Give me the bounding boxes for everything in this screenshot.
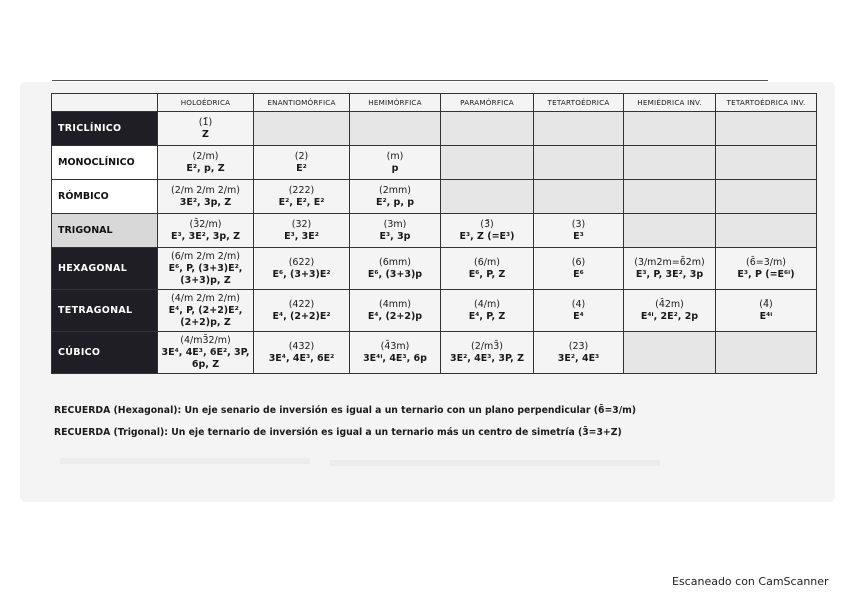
empty-cell — [441, 146, 534, 180]
empty-cell — [350, 112, 441, 146]
class-cell — [158, 146, 254, 180]
class-cell — [350, 332, 441, 374]
point-group-symbol: (2/m 2/m 2/m) — [171, 184, 240, 196]
empty-cell — [716, 180, 817, 214]
note-hexagonal: RECUERDA (Hexagonal): Un eje senario de inversión es igual a un ternario con un plano perpendicular (6̄=3/m) — [54, 405, 637, 416]
class-cell — [441, 290, 534, 332]
crystal-systems-table — [51, 93, 817, 374]
class-cell — [534, 248, 624, 290]
point-group-symbol: (4̄2m) — [655, 298, 684, 310]
point-group-symbol: (4/m 2/m 2/m) — [171, 292, 240, 304]
point-group-symbol: (2/m) — [192, 150, 219, 162]
class-cell — [254, 248, 350, 290]
empty-cell — [441, 180, 534, 214]
class-cell — [624, 290, 716, 332]
table-row — [52, 112, 817, 146]
point-group-symbol: (2mm) — [379, 184, 411, 196]
point-group-symbol: (622) — [288, 256, 315, 268]
point-group-symbol: (1̄) — [198, 116, 213, 128]
empty-cell — [716, 332, 817, 374]
empty-cell — [624, 214, 716, 248]
point-group-symbol: (4/m3̄2/m) — [180, 334, 231, 346]
symmetry-elements: E², p, p — [375, 196, 415, 208]
header-corner — [52, 94, 158, 112]
symmetry-elements: E³, P, 3E², 3p — [635, 268, 704, 280]
point-group-symbol: (4/m) — [474, 298, 500, 310]
class-cell — [534, 290, 624, 332]
symmetry-elements: E⁴ — [573, 310, 584, 322]
empty-cell — [534, 112, 624, 146]
symmetry-elements: E⁴ⁱ, 2E², 2p — [640, 310, 699, 322]
symmetry-elements: E⁴, (2+2)p — [367, 310, 423, 322]
header-cell: TETARTOÉDRICA INV. — [716, 94, 817, 112]
class-cell — [534, 214, 624, 248]
system-label: MONOCLÍNICO — [52, 146, 158, 180]
header-cell: HOLOÉDRICA — [158, 94, 254, 112]
empty-cell — [534, 180, 624, 214]
system-label: TRICLÍNICO — [52, 112, 158, 146]
symmetry-elements: E³, Z (=E³) — [459, 230, 515, 242]
empty-cell — [624, 146, 716, 180]
symmetry-elements: 3E², 4E³ — [557, 352, 600, 364]
symmetry-elements: E³, 3E², 3p, Z — [171, 230, 240, 242]
empty-cell — [624, 332, 716, 374]
symmetry-elements: E² — [296, 162, 307, 174]
symmetry-elements: E³ — [573, 230, 584, 242]
faded-scan-line — [60, 458, 310, 464]
symmetry-elements: 3E², 4E³, 3P, Z — [450, 352, 524, 364]
class-cell — [441, 332, 534, 374]
class-cell — [158, 214, 254, 248]
empty-cell — [254, 112, 350, 146]
point-group-symbol: (6/m) — [474, 256, 500, 268]
table-row — [52, 180, 817, 214]
class-cell — [350, 214, 441, 248]
symmetry-elements: E³, 3p — [379, 230, 411, 242]
point-group-symbol: (6/m 2/m 2/m) — [171, 250, 240, 262]
point-group-symbol: (3̄) — [480, 218, 494, 230]
scanner-watermark: Escaneado con CamScanner — [672, 575, 829, 588]
symmetry-elements: p — [391, 162, 399, 174]
symmetry-elements: E⁴, P, (2+2)E², (2+2)p, Z — [168, 304, 243, 328]
point-group-symbol: (422) — [288, 298, 315, 310]
class-cell — [158, 180, 254, 214]
class-cell — [534, 332, 624, 374]
point-group-symbol: (4) — [571, 298, 586, 310]
symmetry-elements: E², E², E² — [278, 196, 325, 208]
class-cell — [350, 146, 441, 180]
point-group-symbol: (4mm) — [379, 298, 411, 310]
symmetry-elements: E³, P (=E⁶ⁱ) — [737, 268, 795, 280]
point-group-symbol: (3̄2/m) — [189, 218, 222, 230]
class-cell — [350, 248, 441, 290]
symmetry-elements: E⁴ⁱ — [759, 310, 773, 322]
table-row — [52, 290, 817, 332]
point-group-symbol: (3) — [571, 218, 586, 230]
point-group-symbol: (6̄=3/m) — [746, 256, 786, 268]
table-row — [52, 146, 817, 180]
empty-cell — [534, 146, 624, 180]
system-label: TRIGONAL — [52, 214, 158, 248]
point-group-symbol: (32) — [291, 218, 312, 230]
empty-cell — [716, 146, 817, 180]
table-header-row — [52, 94, 817, 112]
class-cell — [716, 248, 817, 290]
class-cell — [350, 290, 441, 332]
point-group-symbol: (6) — [571, 256, 586, 268]
class-cell — [158, 290, 254, 332]
point-group-symbol: (222) — [288, 184, 315, 196]
point-group-symbol: (m) — [386, 150, 404, 162]
class-cell — [441, 248, 534, 290]
empty-cell — [716, 214, 817, 248]
class-cell — [254, 180, 350, 214]
system-label: RÓMBICO — [52, 180, 158, 214]
class-cell — [158, 248, 254, 290]
symmetry-elements: E², p, Z — [186, 162, 225, 174]
point-group-symbol: (432) — [288, 340, 315, 352]
class-cell — [254, 214, 350, 248]
symmetry-elements: E³, 3E² — [284, 230, 319, 242]
symmetry-elements: E⁶, (3+3)p — [367, 268, 423, 280]
symmetry-elements: 3E⁴, 4E³, 6E², 3P, 6p, Z — [161, 346, 250, 370]
symmetry-elements: E⁴, (2+2)E² — [272, 310, 331, 322]
empty-cell — [624, 180, 716, 214]
system-label: HEXAGONAL — [52, 248, 158, 290]
class-cell — [254, 290, 350, 332]
class-cell — [716, 290, 817, 332]
symmetry-elements: E⁶ — [573, 268, 584, 280]
header-cell: TETARTOÉDRICA — [534, 94, 624, 112]
point-group-symbol: (3m) — [383, 218, 407, 230]
symmetry-elements: E⁶, P, (3+3)E², (3+3)p, Z — [168, 262, 243, 286]
class-cell — [254, 332, 350, 374]
point-group-symbol: (2/m3̄) — [471, 340, 503, 352]
system-label: CÚBICO — [52, 332, 158, 374]
empty-cell — [441, 112, 534, 146]
symmetry-elements: E⁴, P, Z — [468, 310, 506, 322]
table-row — [52, 248, 817, 290]
class-cell — [254, 146, 350, 180]
class-cell — [624, 248, 716, 290]
point-group-symbol: (3/m2m=6̄2m) — [634, 256, 705, 268]
table-row — [52, 214, 817, 248]
class-cell — [350, 180, 441, 214]
symmetry-elements: E⁶, P, Z — [468, 268, 506, 280]
point-group-symbol: (2) — [294, 150, 309, 162]
symmetry-elements: Z — [202, 128, 209, 140]
note-trigonal: RECUERDA (Trigonal): Un eje ternario de inversión es igual a un ternario más un centro de simetría (3̄=3+Z) — [54, 427, 622, 438]
header-cell: ENANTIOMÓRFICA — [254, 94, 350, 112]
class-cell — [158, 332, 254, 374]
point-group-symbol: (23) — [568, 340, 589, 352]
header-cell: PARAMÓRFICA — [441, 94, 534, 112]
symmetry-elements: 3E², 3p, Z — [179, 196, 232, 208]
faded-scan-line — [330, 460, 660, 466]
header-cell: HEMIMÓRFICA — [350, 94, 441, 112]
system-label: TETRAGONAL — [52, 290, 158, 332]
header-cell: HEMIÉDRICA INV. — [624, 94, 716, 112]
point-group-symbol: (6mm) — [379, 256, 411, 268]
table-body — [52, 112, 817, 374]
class-cell — [158, 112, 254, 146]
point-group-symbol: (4̄) — [759, 298, 773, 310]
symmetry-elements: 3E⁴, 4E³, 6E² — [268, 352, 335, 364]
empty-cell — [716, 112, 817, 146]
point-group-symbol: (4̄3m) — [380, 340, 410, 352]
table-row — [52, 332, 817, 374]
symmetry-elements: E⁶, (3+3)E² — [272, 268, 331, 280]
empty-cell — [624, 112, 716, 146]
symmetry-elements: 3E⁴ⁱ, 4E³, 6p — [363, 352, 427, 364]
top-rule — [52, 80, 768, 81]
class-cell — [441, 214, 534, 248]
